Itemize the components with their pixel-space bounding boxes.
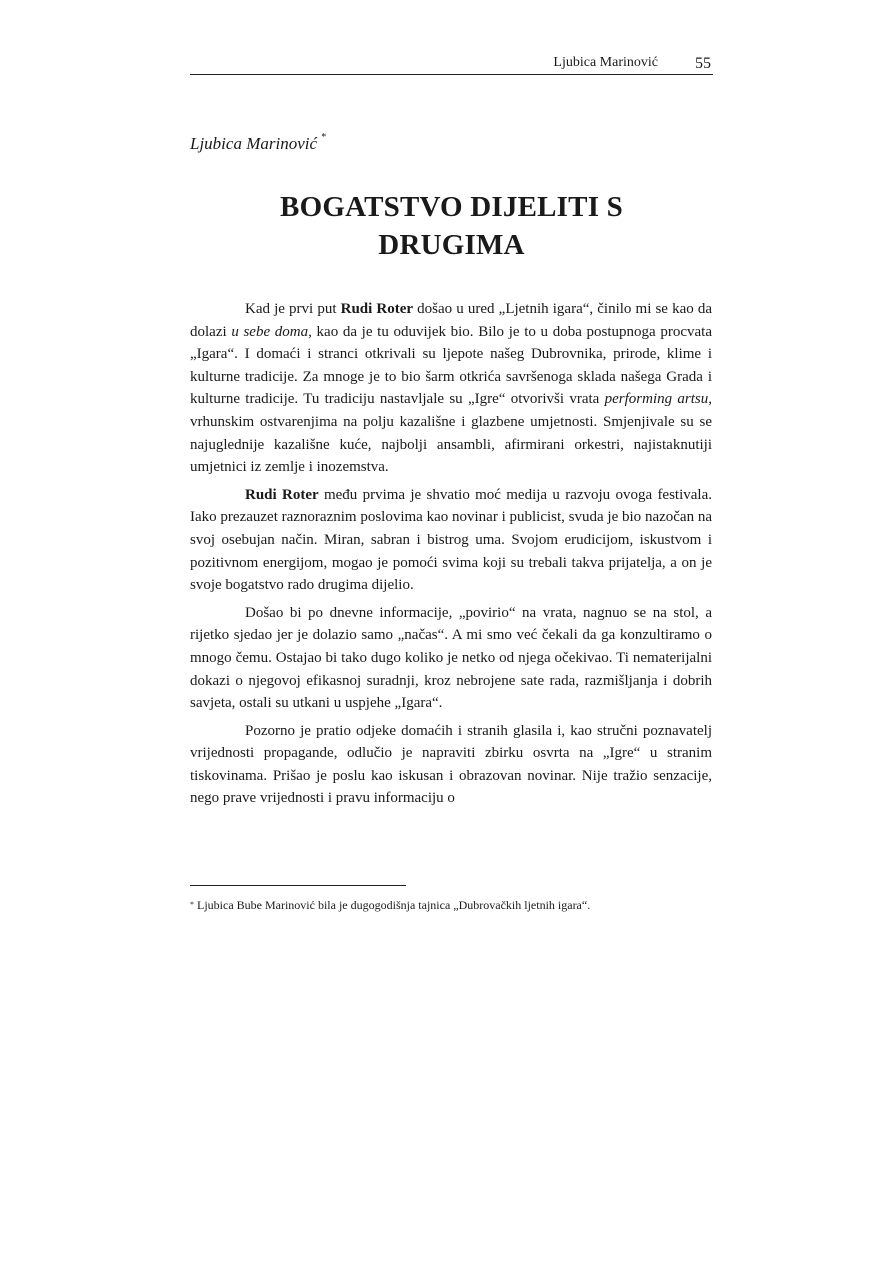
footnote-reference: *	[321, 132, 327, 143]
title-line-1: BOGATSTVO DIJELITI S	[280, 191, 623, 223]
text-run: Kad je prvi put	[245, 301, 341, 317]
article-title	[190, 188, 713, 264]
footnote-divider	[190, 885, 406, 886]
footnote-text: Ljubica Bube Marinović bila je dugogodišnja tajnica „Dubrovačkih ljetnih igara“.	[194, 898, 591, 912]
page-number: 55	[695, 55, 711, 72]
italic-phrase: performing artsu,	[604, 391, 712, 408]
footnote-mark: *	[190, 900, 194, 909]
text-run: među prvima je shvatio moć medija u razvoju ovoga festivala. Iako prezauzet raznoraznim poslovima kao novinar i publicist, svuda je bio nazočan na svoj osebujan način. Miran, sabran i bistrog uma. Svojom erudicijom, iskustvom i pozitivnom energijom, mogao je pomoći svima koji su trebali takva prijatelja, a on je svoje bogatstvo rado drugima dijelio.	[190, 486, 712, 594]
footnote	[190, 897, 720, 913]
paragraph-1	[190, 298, 712, 479]
article-author	[190, 134, 326, 154]
text-run: vrhunskim ostvarenjima na polju kazališne i glazbene umjetnosti. Smjenjivale su se najuglednije kazališne kuće, najbolji ansambli, afirmirani orkestri, najistaknutiji umjetnici iz zemlje i inozemstva.	[190, 413, 712, 476]
article-body	[190, 298, 712, 815]
paragraph-4: Pozorno je pratio odjeke domaćih i stranih glasila i, kao stručni poznavatelj vrijednosti propagande, odlučio je napraviti zbirku osvrta na „Igre“ u stranim tiskovinama. Prišao je poslu kao iskusan i obrazovan novinar. Nije tražio senzacije, nego prave vrijednosti i pravu informaciju o	[190, 722, 712, 807]
text-run: došao u ured „Ljetnih igara“, činilo mi se kao da dolazi	[190, 301, 713, 340]
bold-name: Rudi Roter	[245, 486, 319, 503]
header-author: Ljubica Marinović	[553, 55, 658, 70]
bold-name: Rudi Roter	[340, 301, 414, 317]
article-author-name: Ljubica Marinović	[190, 134, 318, 153]
running-header	[190, 54, 713, 75]
text-run: kao da je tu oduvijek bio. Bilo je to u doba postupnoga procvata „Igara“. I domaći i stranci otkrivali su ljepote našeg Dubrovnika, prirode, klime i kulturne tradicije. Za mnoge je to bio šarm otkrića savršenoga sklada našega Grada i kulturne tradicije. Tu tradiciju nastavljale su „Igre“ otvorivši vrata	[190, 323, 712, 408]
title-line-2: DRUGIMA	[378, 229, 525, 261]
paragraph-2	[190, 484, 712, 597]
paragraph-3: Došao bi po dnevne informacije, „povirio“ na vrata, nagnuo se na stol, a rijetko sjedao jer je dolazio samo „načas“. A mi smo već čekali da ga konzultiramo o mnogo čemu. Ostajao bi tako dugo koliko je netko od njega očekivao. Ti nematerijalni dokazi o njegovoj efikasnoj suradnji, kroz nebrojene sate rada, razmišljanja i dobrih savjeta, ostali su utkani u uspjehe „Igara“.	[190, 604, 712, 712]
italic-phrase: u sebe doma,	[231, 323, 312, 340]
